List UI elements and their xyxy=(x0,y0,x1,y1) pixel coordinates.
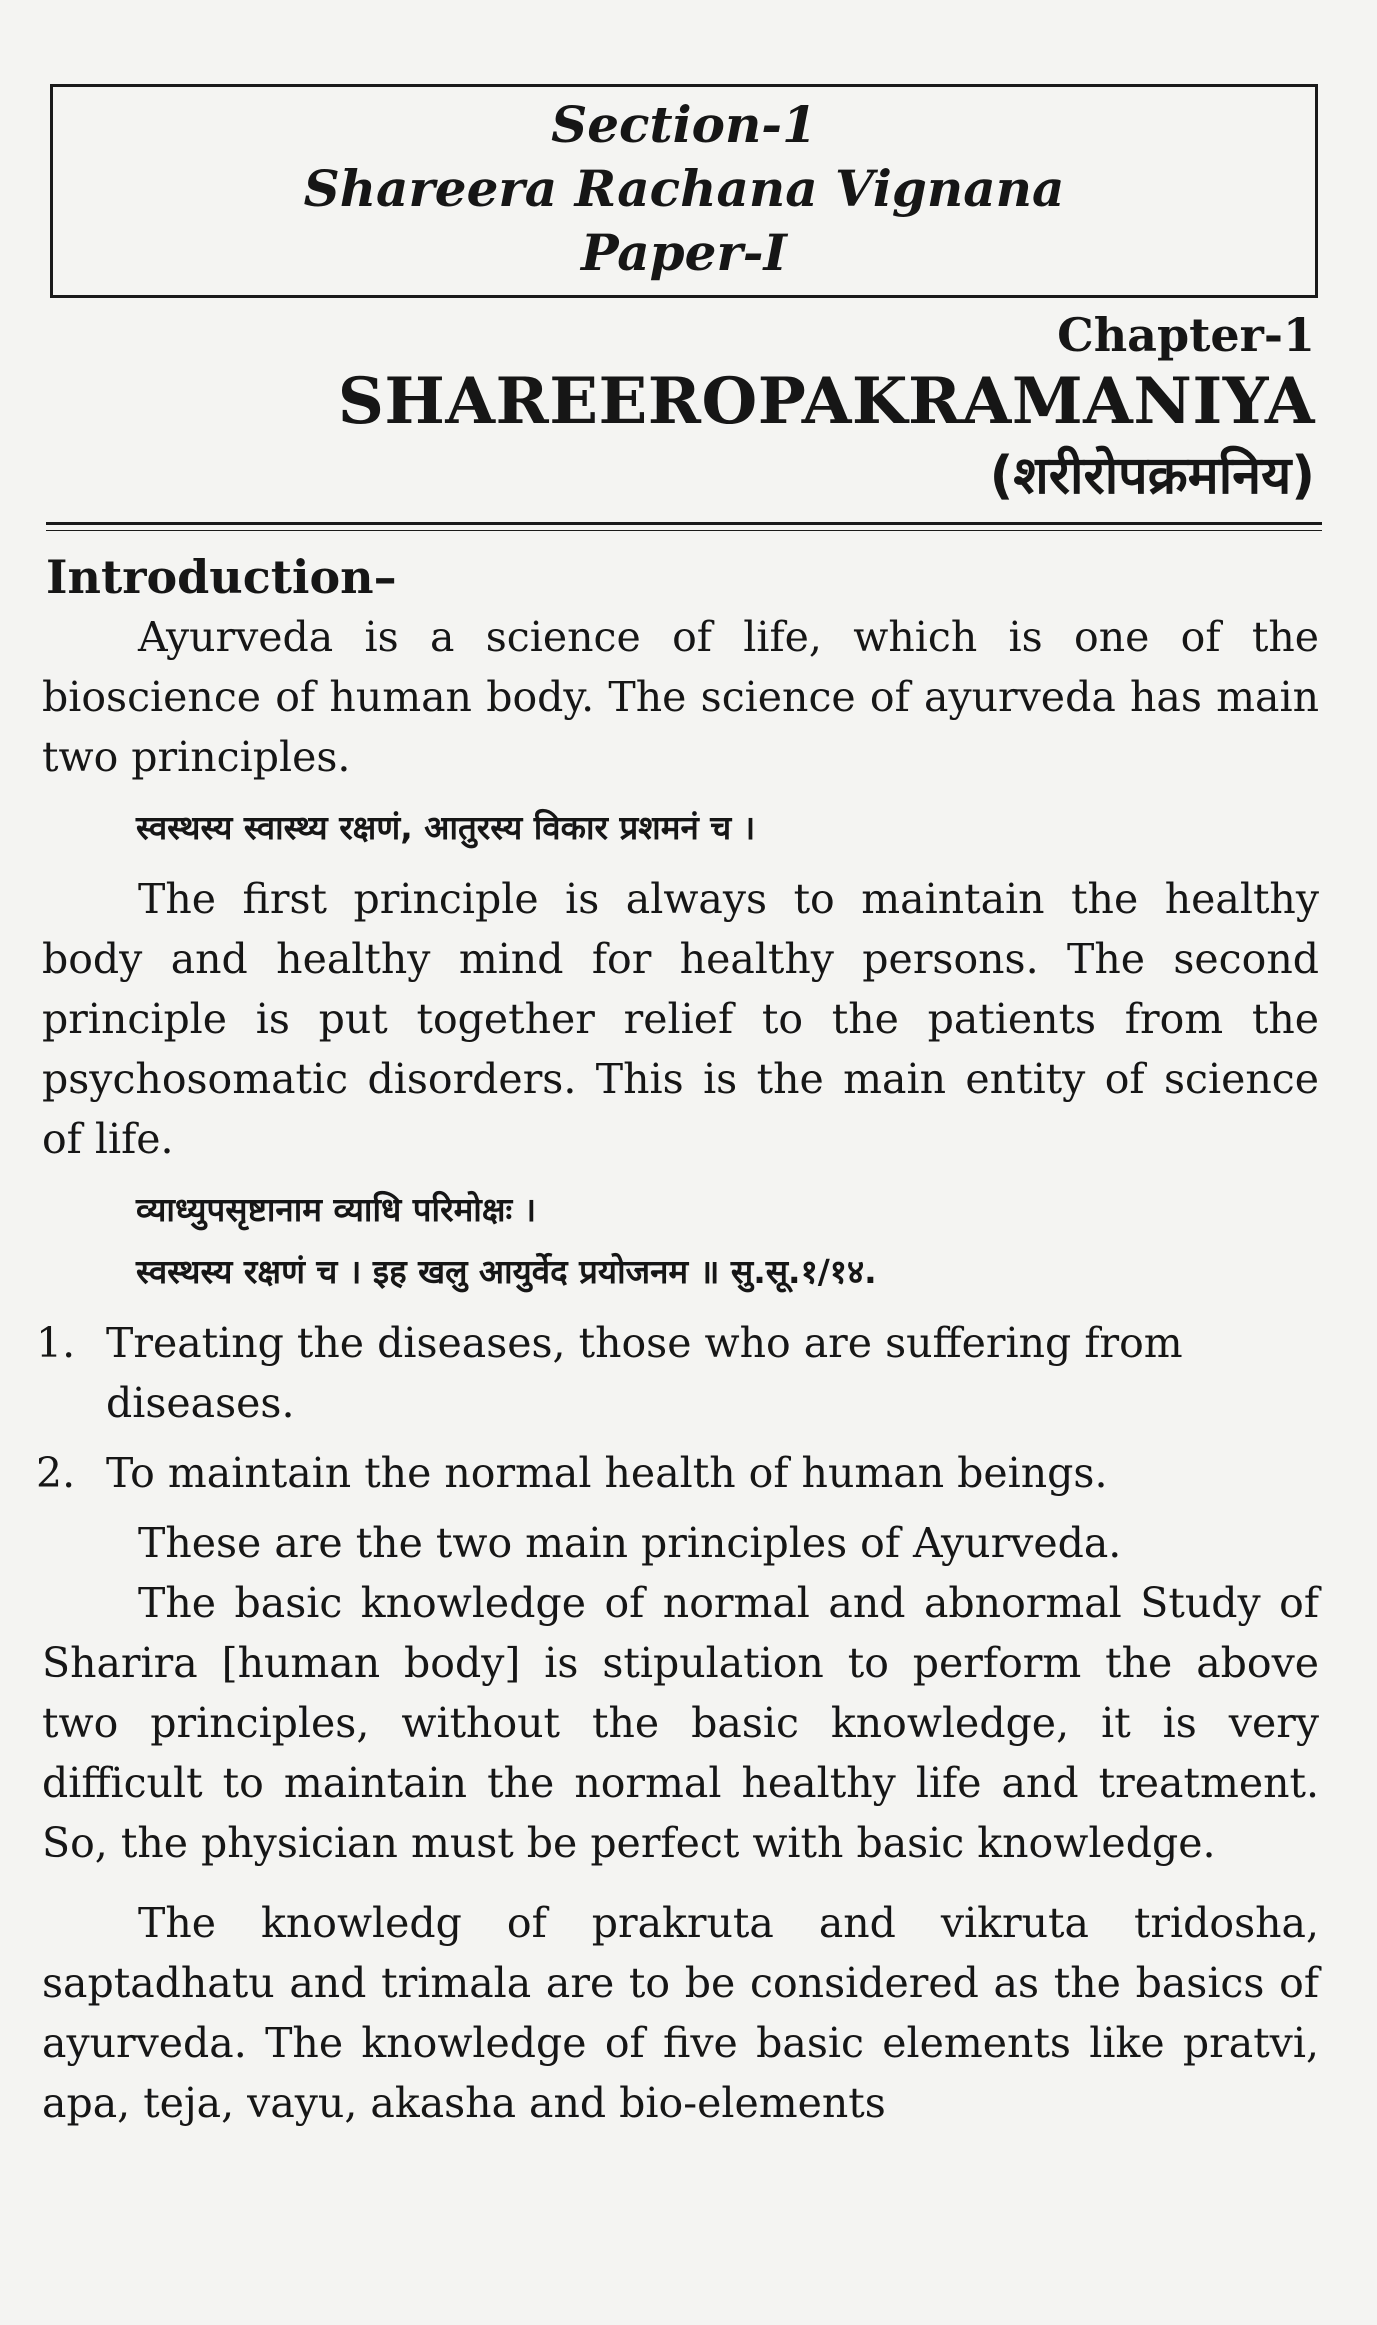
subject-title: Shareera Rachana Vignana xyxy=(303,159,1065,218)
list-item-text: To maintain the normal health of human beings. xyxy=(106,1449,1108,1497)
list-item-number: 2. xyxy=(36,1449,76,1497)
sanskrit-verse-1: स्वस्थस्य स्वास्थ्य रक्षणं, आतुरस्य विकार प्रशमनं च । xyxy=(136,808,756,847)
chapter-number: Chapter-1 xyxy=(1057,308,1315,362)
paragraph-tridosha: The knowledg of prakruta and vikruta tridosha, saptadhatu and trimala are to be considered as the basics of ayurveda. The knowledge of five basic elements like pratvi, apa, teja, vayu, akasha and bio-elements xyxy=(42,1899,1319,2127)
introduction-heading: Introduction– xyxy=(46,550,397,604)
paragraph-two-principles: These are the two main principles of Ayurveda. xyxy=(138,1519,1122,1567)
list-item-text: Treating the diseases, those who are suffering from diseases. xyxy=(106,1319,1183,1427)
paragraph-principles: The first principle is always to maintain the healthy body and healthy mind for healthy persons. The second principle is put together relief to the patients from the psychosomatic disorders. This is the main entity of science of life. xyxy=(42,875,1319,1163)
paragraph-ayurveda-definition: Ayurveda is a science of life, which is one of the bioscience of human body. The science of ayurveda has main two principles. xyxy=(42,613,1319,781)
section-header-box xyxy=(50,84,1318,298)
chapter-title-devanagari: (शरीरोपक्रमनिय) xyxy=(989,446,1315,506)
chapter-divider xyxy=(46,522,1322,531)
list-item-number: 1. xyxy=(36,1319,76,1367)
sanskrit-verse-3: स्वस्थस्य रक्षणं च । इह खलु आयुर्वेद प्रयोजनम ॥ सु.सू.१/१४. xyxy=(136,1252,877,1291)
section-number: Section-1 xyxy=(551,95,817,154)
list-item xyxy=(36,1313,1319,1433)
list-item xyxy=(36,1443,1319,1503)
paper-number: Paper-I xyxy=(581,223,787,282)
chapter-title: SHAREEROPAKRAMANIYA xyxy=(337,364,1315,439)
sanskrit-verse-2: व्याध्युपसृष्टानाम व्याधि परिमोक्षः । xyxy=(136,1190,537,1229)
paragraph-basic-knowledge: The basic knowledge of normal and abnormal Study of Sharira [human body] is stipulation to perform the above two principles, without the basic knowledge, it is very difficult to maintain the normal healthy life and treatment. So, the physician must be perfect with basic knowledge. xyxy=(42,1579,1319,1867)
